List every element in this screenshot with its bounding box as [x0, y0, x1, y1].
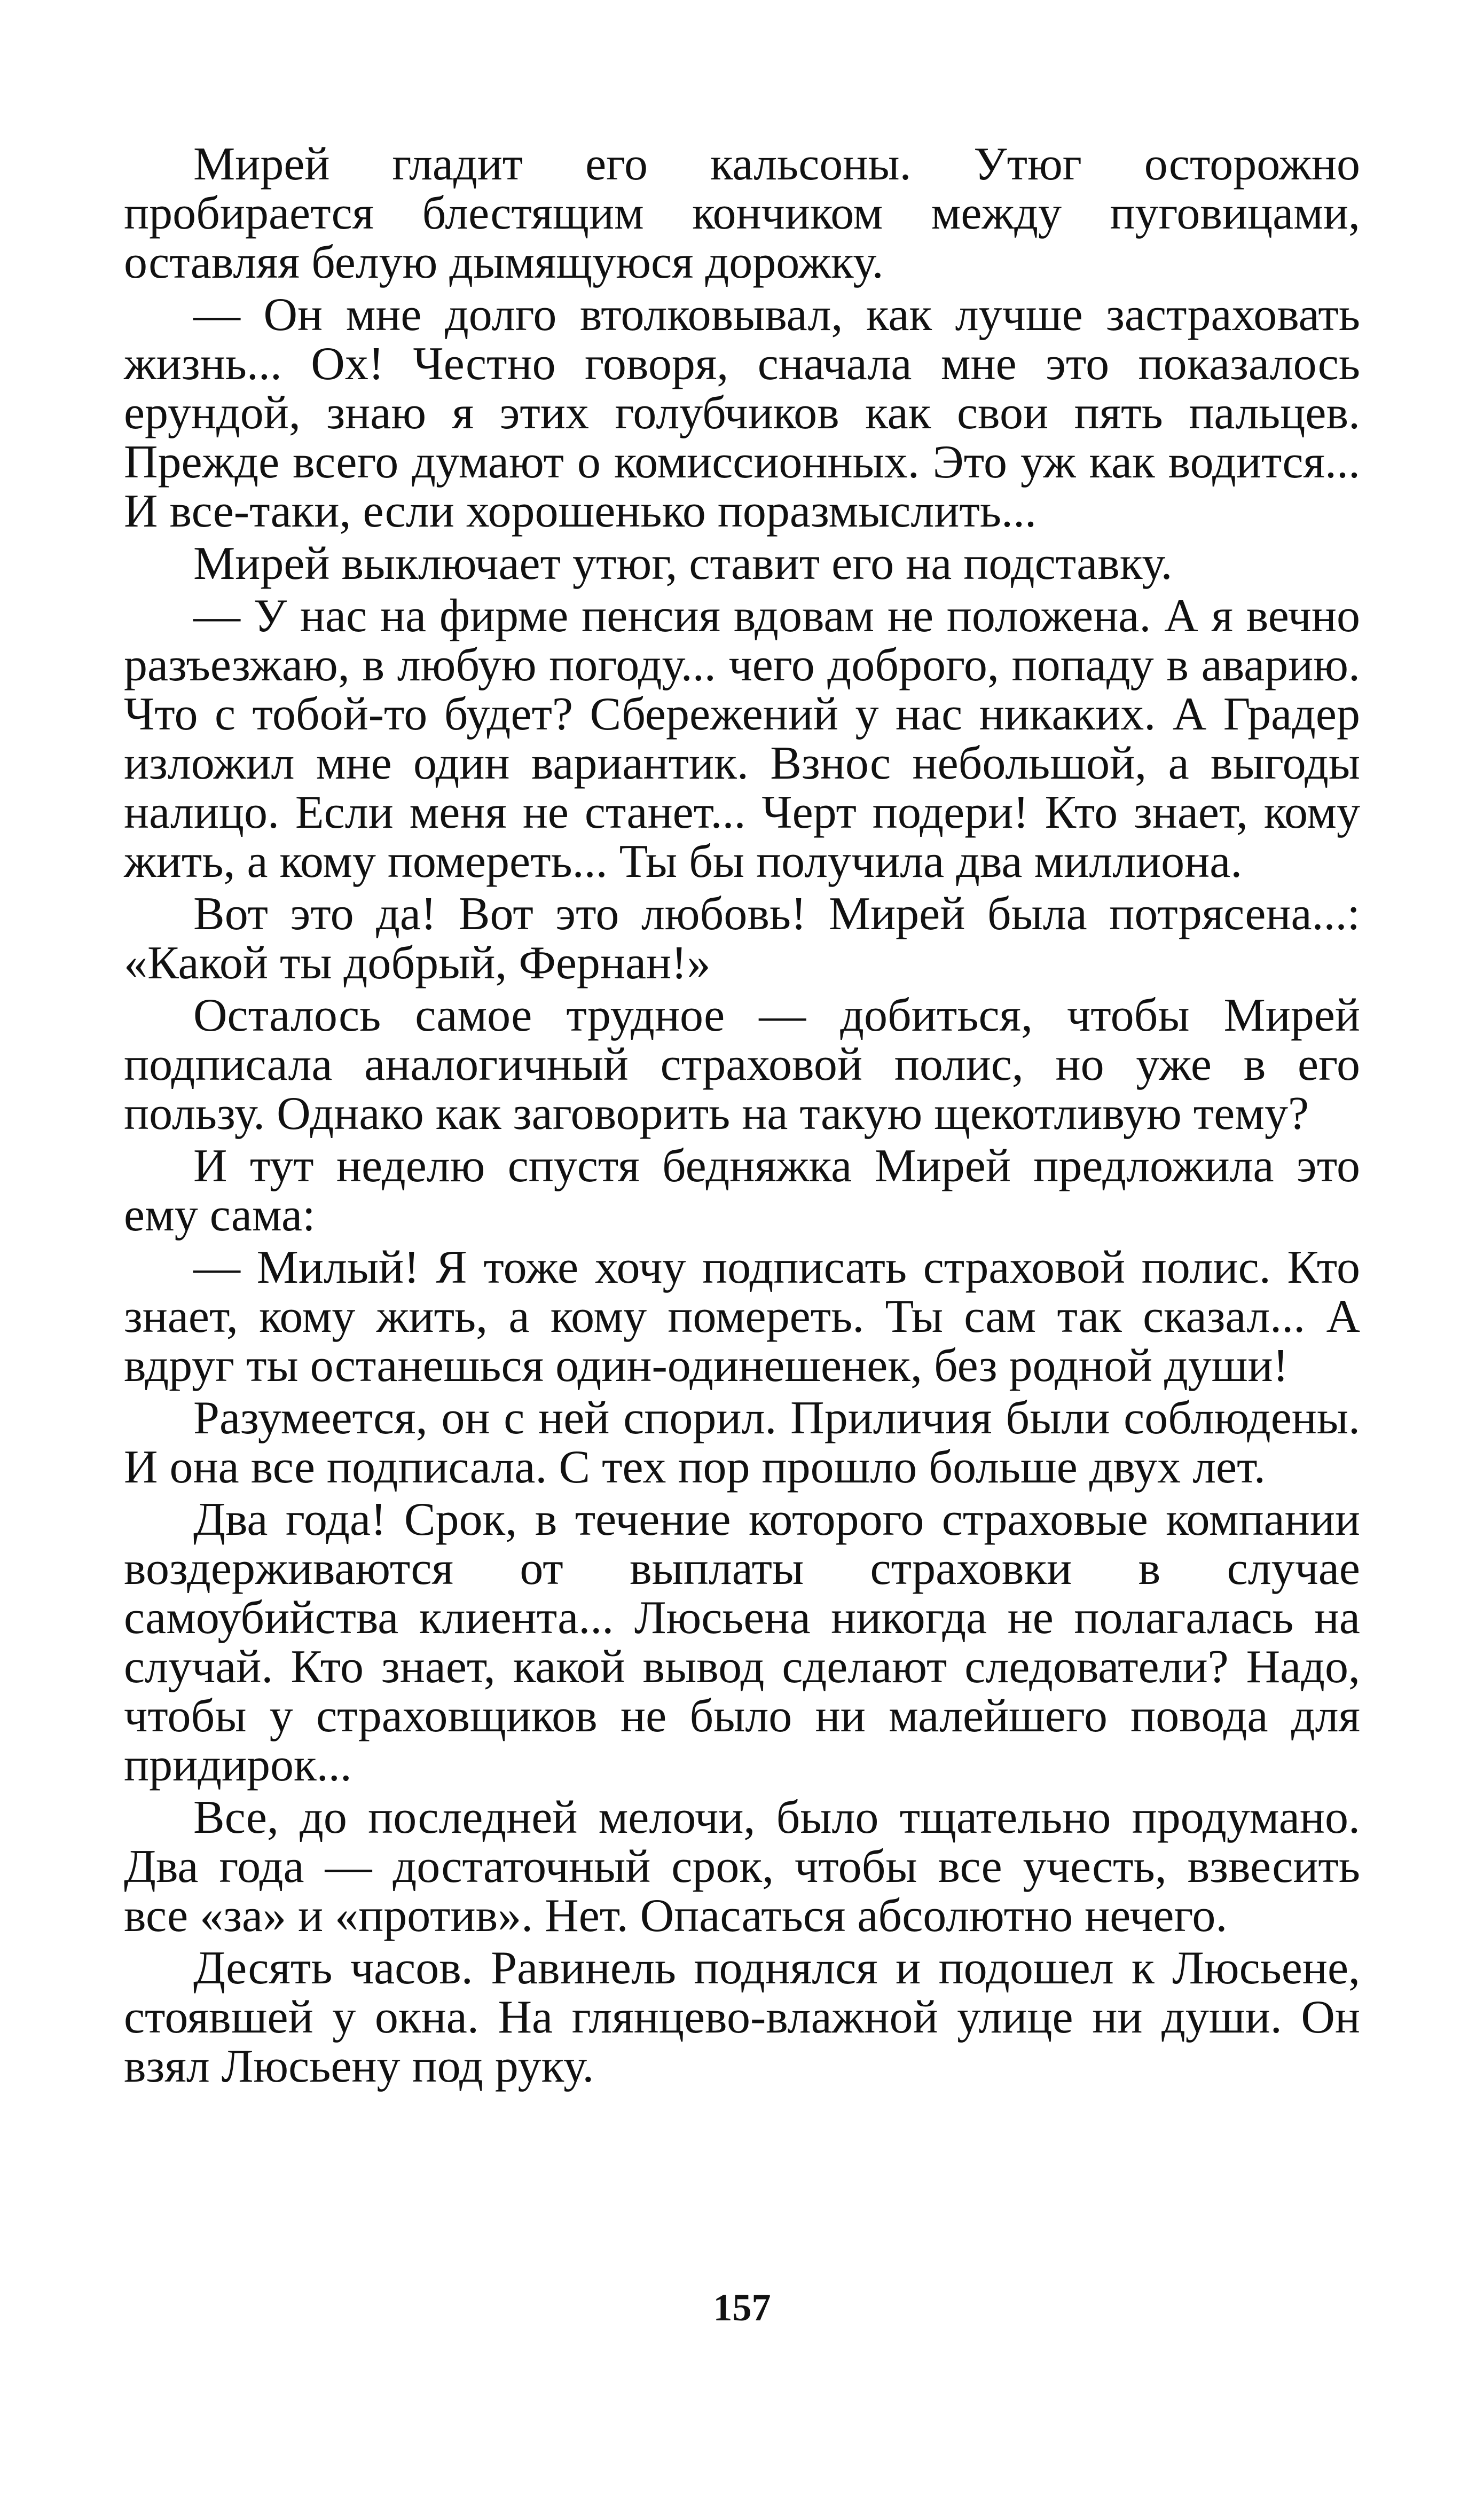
page-number: 157: [713, 2286, 771, 2329]
paragraph: Все, до последней мелочи, было тщательно продумано. Два года — достаточный срок, чтобы все учесть, взвесить все «за» и «против». Нет. Опасаться абсолютно нечего.: [124, 1792, 1360, 1942]
paragraph: Мирей гладит его кальсоны. Утюг осторожно пробирается блестящим кончиком между пуговицами, оставляя белую дымящуюся дорожку.: [124, 138, 1360, 288]
paragraph: Мирей выключает утюг, ставит его на подставку.: [193, 538, 1173, 590]
paragraph: — Он мне долго втолковывал, как лучше застраховать жизнь... Ох! Честно говоря, сначала мне это показалось ерундой, знаю я этих голубчиков как свои пять пальцев. Прежде всего думают о комиссионных. Это уж как водится... И все-таки, если хорошенько поразмыслить...: [124, 289, 1360, 537]
page-text: [124, 140, 1360, 2094]
paragraph: Осталось самое трудное — добиться, чтобы Мирей подписала аналогичный страховой полис, но уже в его пользу. Однако как заговорить на такую щекотливую тему?: [124, 990, 1360, 1140]
paragraph: — Милый! Я тоже хочу подписать страховой полис. Кто знает, кому жить, а кому помереть. Ты сам так сказал... А вдруг ты останешься один-одинешенек, без родной души!: [124, 1242, 1360, 1392]
paragraph: Два года! Срок, в течение которого страховые компании воздерживаются от выплаты страховки в случае самоубийства клиента... Люсьена никогда не полагалась на случай. Кто знает, какой вывод сделают следователи? Надо, чтобы у страховщиков не было ни малейшего повода для придирок...: [124, 1494, 1360, 1791]
paragraph: — У нас на фирме пенсия вдовам не положена. А я вечно разъезжаю, в любую погоду... чего доброго, попаду в аварию. Что с тобой-то будет? Сбережений у нас никаких. А Градер изложил мне один вариантик. Взнос небольшой, а выгоды налицо. Если меня не станет... Черт подери! Кто знает, кому жить, а кому помереть... Ты бы получила два миллиона.: [124, 590, 1360, 888]
paragraph: Вот это да! Вот это любовь! Мирей была потрясена...: «Какой ты добрый, Фернан!»: [124, 888, 1360, 989]
paragraph: Разумеется, он с ней спорил. Приличия были соблюдены. И она все подписала. С тех пор прошло больше двух лет.: [124, 1392, 1360, 1493]
paragraph: И тут неделю спустя бедняжка Мирей предложила это ему сама:: [124, 1140, 1360, 1241]
paragraph: Десять часов. Равинель поднялся и подошел к Люсьене, стоявшей у окна. На глянцево-влажной улице ни души. Он взял Люсьену под руку.: [124, 1942, 1360, 2092]
